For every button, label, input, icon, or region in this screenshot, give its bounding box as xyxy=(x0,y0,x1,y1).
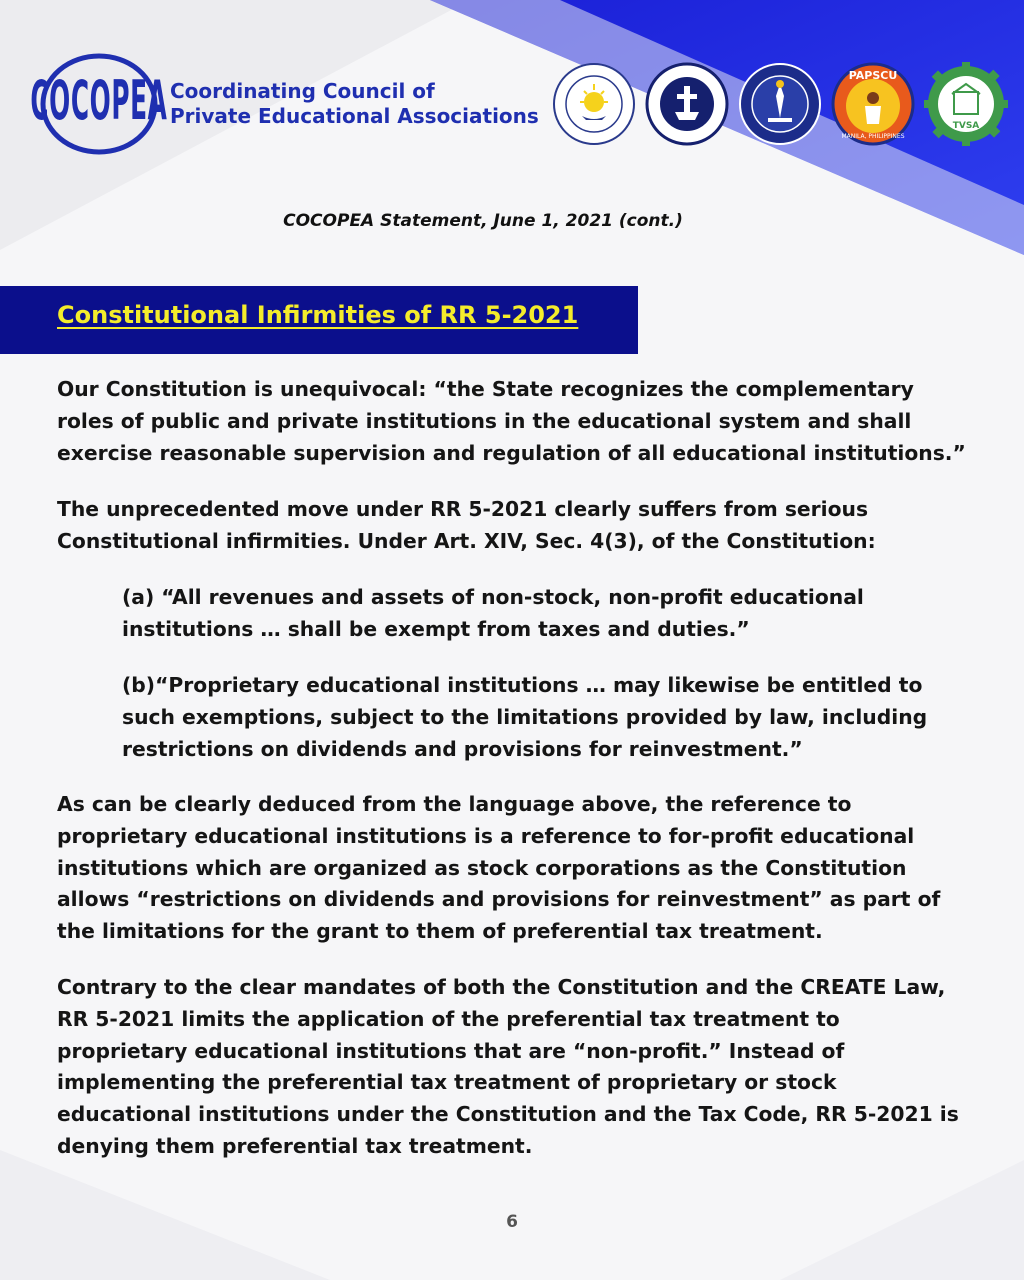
paragraph-2 xyxy=(57,494,977,558)
paragraph-4 xyxy=(57,972,977,1163)
paragraph-text: The unprecedented move under RR 5-2021 clearly suffers from serious Constitutional infirmities. Under Art. XIV, Sec. 4(3), of the Constitution: xyxy=(57,497,876,553)
paragraph-3 xyxy=(57,789,977,948)
svg-text:PAPSCU: PAPSCU xyxy=(848,69,898,82)
paragraph-text: Contrary to the clear mandates of both the Constitution and the CREATE Law, RR 5-2021 limits the application of the preferential tax treatment to proprietary educational institutions that are “non-profit.” Instead of implementing the preferential tax treatment of proprietary or stock educational institutions under the Constitution and the Tax Code, RR 5-2021 is denying them preferential tax treatment. xyxy=(57,975,959,1158)
member-seals xyxy=(552,62,1017,146)
papscu-seal xyxy=(831,62,915,146)
page-number: 6 xyxy=(506,1212,518,1232)
clause-a-text: “All revenues and assets of non-stock, non-profit educational institutions … shall be exempt from taxes and duties.” xyxy=(122,585,864,641)
organization-brand xyxy=(30,54,539,154)
statement-subtitle: COCOPEA Statement, June 1, 2021 (cont.) xyxy=(283,211,683,231)
paragraph-1 xyxy=(57,374,977,469)
pacu-seal xyxy=(552,62,636,146)
ceap-seal xyxy=(645,62,729,146)
cocopea-logo xyxy=(30,54,168,154)
svg-text:TVSA: TVSA xyxy=(952,121,980,131)
clause-b-text: “Proprietary educational institutions … may likewise be entitled to such exemptions, subject to the limitations provided by law, including restrictions on dividends and provisions for reinvestment.” xyxy=(122,673,928,761)
tvsa-seal xyxy=(924,62,1008,146)
acscu-seal xyxy=(738,62,822,146)
clause-a xyxy=(122,582,952,646)
organization-name xyxy=(170,79,539,129)
svg-text:MANILA, PHILIPPINES: MANILA, PHILIPPINES xyxy=(841,133,905,140)
paragraph-text: As can be clearly deduced from the language above, the reference to proprietary educational institutions is a reference to for-profit educational institutions which are organized as stock corporations as the Constitution allows “restrictions on dividends and provisions for reinvestment” as part of the limitations for the grant to them of preferential tax treatment. xyxy=(57,792,941,944)
clause-b-marker: (b) xyxy=(122,673,156,697)
organization-name-line2: Private Educational Associations xyxy=(170,104,539,128)
clause-b xyxy=(122,670,952,765)
organization-name-line1: Coordinating Council of xyxy=(170,79,435,103)
svg-text:COCOPEA: COCOPEA xyxy=(30,68,168,132)
paragraph-text: Our Constitution is unequivocal: “the State recognizes the complementary roles of public and private institutions in the educational system and shall exercise reasonable supervision and regulation of all educational institutions.” xyxy=(57,377,966,465)
section-title: Constitutional Infirmities of RR 5-2021 xyxy=(57,301,579,329)
clause-a-marker: (a) xyxy=(122,585,155,609)
